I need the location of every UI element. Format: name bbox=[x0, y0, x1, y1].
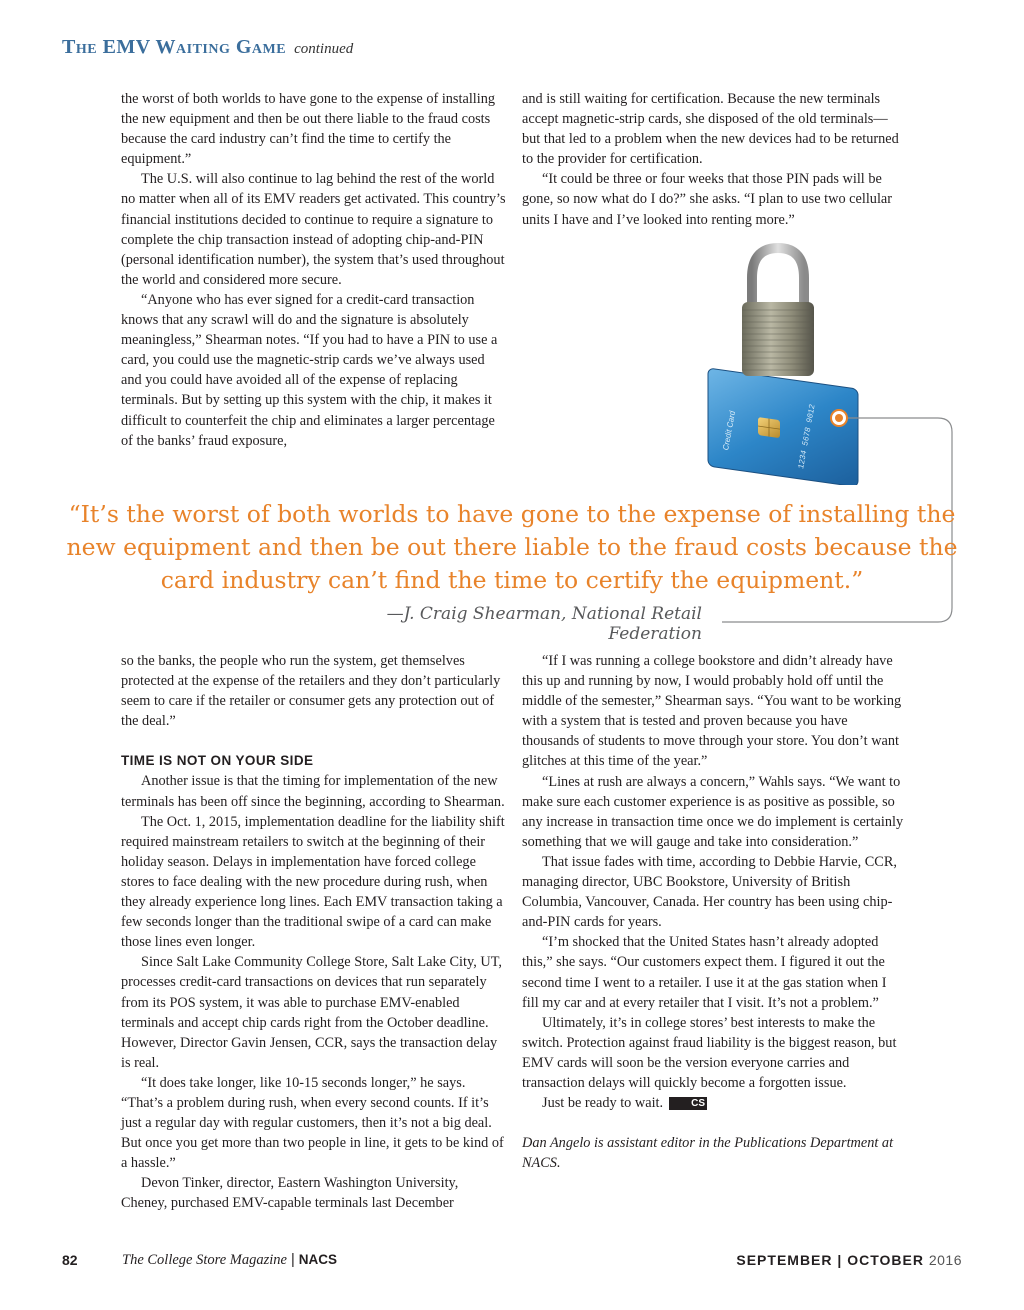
card-number: 1234 5678 9012 bbox=[797, 403, 818, 471]
closing-text: Just be ready to wait. bbox=[542, 1095, 664, 1112]
card-label: Credit Card bbox=[721, 409, 738, 452]
article-column-bottom-right bbox=[522, 651, 904, 1173]
paragraph: “Lines at rush are always a concern,” Wahls says. “We want to make sure each customer experience is as positive as possible, so any increase in transaction time once we do implement is certainly something that we will gauge and take into consideration.” bbox=[522, 773, 904, 850]
footer-separator: | bbox=[290, 1252, 295, 1268]
article-column-top-right bbox=[522, 89, 904, 230]
pull-quote: “It’s the worst of both worlds to have gone to the expense of installing the new equipment and then be out there liable to the fraud costs because the card industry can’t find the time to certify the equipment.” bbox=[66, 500, 958, 594]
page-number: 82 bbox=[62, 1252, 78, 1268]
running-head-continued: continued bbox=[294, 41, 354, 57]
magazine-title bbox=[122, 1252, 337, 1269]
section-subhead: TIME IS NOT ON YOUR SIDE bbox=[121, 753, 314, 769]
paragraph: Devon Tinker, director, Eastern Washington University, Cheney, purchased EMV-capable terminals last December bbox=[121, 1175, 459, 1212]
paragraph: “It does take longer, like 10-15 seconds longer,” he says. “That’s a problem during rush, when every second counts. If it’s just a regular day with regular customers, then it’s not a big deal. But once you get more than two people in line, it gets to be kind of a hassle.” bbox=[121, 1074, 504, 1172]
paragraph: “I’m shocked that the United States hasn’t already adopted this,” she says. “Our customers expect them. I figured it out the second time I went to a retailer. I use it at the gas station when I fill my car and at every retailer that I visit. It’s not a problem.” bbox=[522, 934, 887, 1011]
article-column-top-left bbox=[121, 89, 506, 451]
paragraph: That issue fades with time, according to Debbie Harvie, CCR, managing director, UBC Bookstore, University of British Columbia, Vancouver, Canada. Her country has been using chip-and-PIN cards for years. bbox=[522, 853, 897, 931]
article-column-bottom-left bbox=[121, 651, 506, 1214]
issue-year: 2016 bbox=[928, 1252, 962, 1268]
org-name: NACS bbox=[298, 1252, 338, 1267]
paragraph: “If I was running a college bookstore and didn’t already have this up and running by now, I would probably hold off until the middle of the semester,” Shearman says. “You want to be working with a system that is tested and proven because you have thousands of students to move through your store. You don’t want glitches at this time of the year.” bbox=[522, 653, 902, 770]
magazine-name: The College Store Magazine bbox=[122, 1252, 287, 1268]
closing-paragraph bbox=[522, 1093, 904, 1113]
paragraph: and is still waiting for certification. Because the new terminals accept magnetic-strip cards, she disposed of the old terminals—but that led to a problem when the new devices had to be returned to the provider for certification. bbox=[522, 91, 899, 168]
end-mark-icon: CS bbox=[669, 1097, 707, 1110]
issue-months: SEPTEMBER | OCTOBER bbox=[736, 1252, 924, 1268]
paragraph: The U.S. will also continue to lag behind the rest of the world no matter when all of its EMV readers get activated. This country’s financial institutions decided to continue to require a signature to complete the chip transaction instead of adopting chip-and-PIN (personal identification number), the system that’s used throughout the world and considered more secure. bbox=[121, 171, 506, 288]
pull-quote-attribution: —J. Craig Shearman, National Retail Federation bbox=[386, 604, 702, 644]
paragraph: the worst of both worlds to have gone to the expense of installing the new equipment and then be out there liable to the fraud costs because the card industry can’t find the time to certify the equipment.” bbox=[121, 91, 496, 168]
paragraph: Ultimately, it’s in college stores’ best interests to make the switch. Protection against fraud liability is the biggest reason, but EMV cards will soon be the version everyone carries and transaction delays will quickly become a forgotten issue. bbox=[522, 1014, 897, 1091]
page-footer bbox=[0, 1250, 1024, 1274]
paragraph: so the banks, the people who run the system, get themselves protected at the expense of the retailers and they don’t particularly seem to care if the retailer or consumer gets any protection out of the deal.” bbox=[121, 653, 501, 730]
running-head bbox=[62, 36, 353, 59]
paragraph: The Oct. 1, 2015, implementation deadline for the liability shift required mainstream retailers to switch at the beginning of their holiday season. Delays in implementation have forced college stores to face dealing with the new procedure during rush, when they already experience long lines. Each EMV transaction taking a few seconds longer than the traditional swipe of a card can make those lines even longer. bbox=[121, 813, 505, 951]
running-head-title: The EMV Waiting Game bbox=[62, 36, 287, 58]
paragraph: Since Salt Lake Community College Store, Salt Lake City, UT, processes credit-card transactions on devices that run separately from its POS system, it was able to purchase EMV-enabled terminals and accept chip cards right from the October deadline. However, Director Gavin Jensen, CCR, says the transaction delay is real. bbox=[121, 954, 502, 1071]
paragraph: “It could be three or four weeks that those PIN pads will be gone, so now what do I do?” she asks. “I plan to use two cellular units I have and I’ve looked into renting more.” bbox=[522, 171, 893, 228]
padlock-icon bbox=[742, 248, 814, 376]
author-byline: Dan Angelo is assistant editor in the Publications Department at NACS. bbox=[522, 1135, 894, 1172]
paragraph: “Anyone who has ever signed for a credit-card transaction knows that any scrawl will do and the signature is absolutely meaningless,” Shearman notes. “If you had to have a PIN to use a card, you could use the magnetic-strip cards we’ve always used and you could have avoided all of the expense of replacing terminals. But by setting up this system with the chip, it makes it difficult to counterfeit the chip and eliminates a larger percentage of the banks’ fraud exposure, bbox=[121, 291, 498, 449]
paragraph: Another issue is that the timing for implementation of the new terminals has been off since the beginning, according to Shearman. bbox=[121, 773, 505, 810]
issue-date bbox=[736, 1252, 962, 1268]
